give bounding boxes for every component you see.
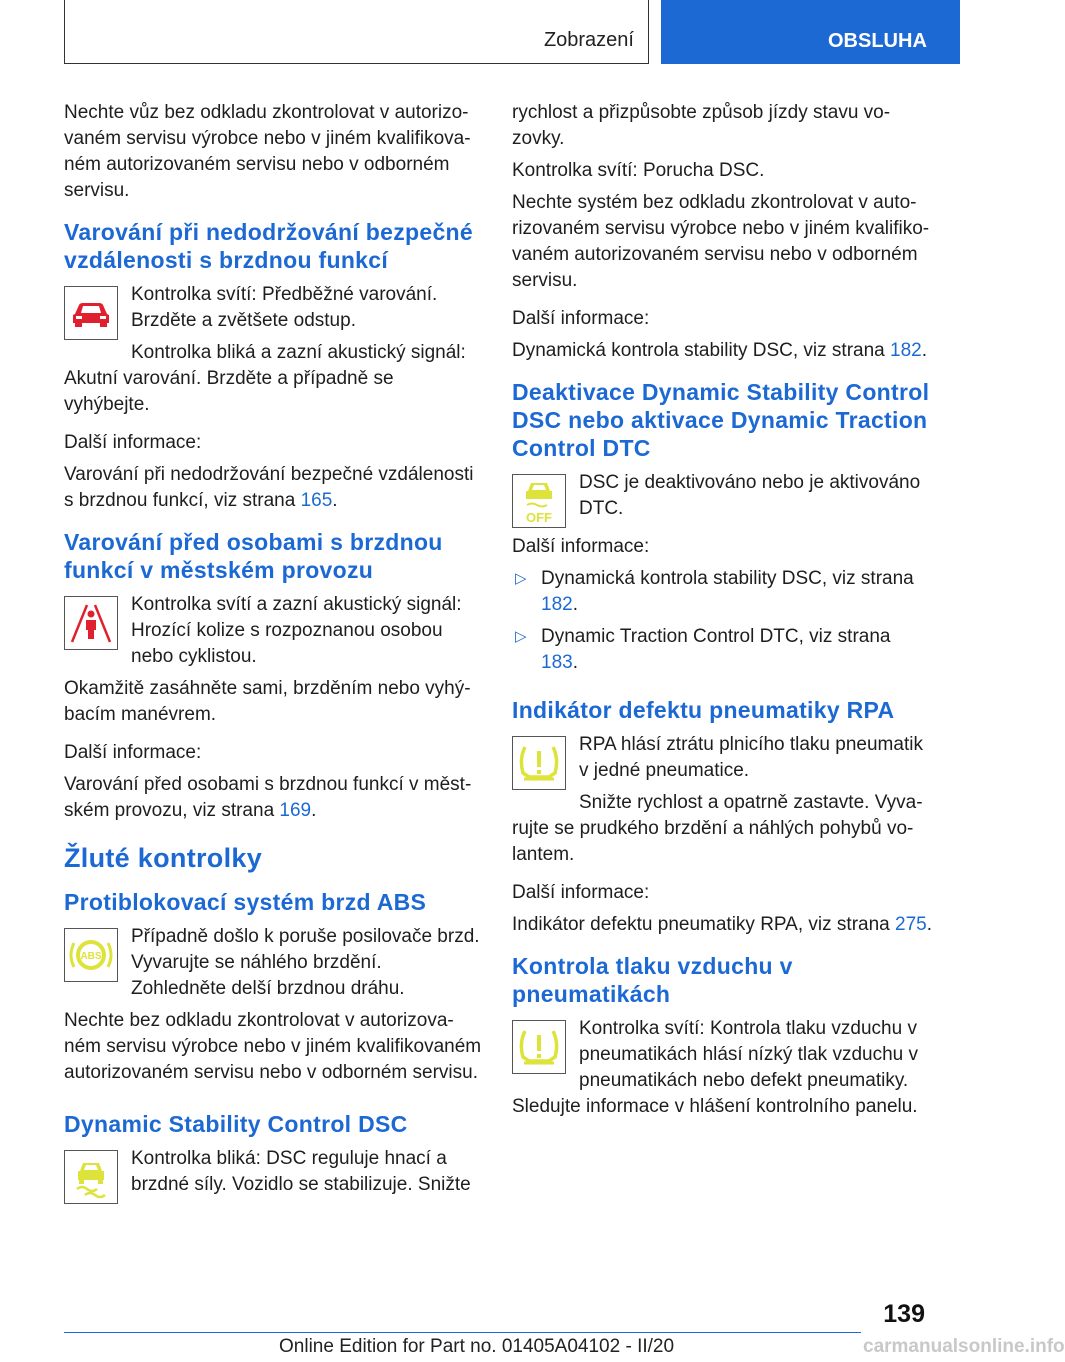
intro-paragraph: Nechte vůz bez odkladu zkontrolovat v autorizovaném servisu výrobce nebo v jiném kvalifikovaném autorizovaném servisu nebo v odborném servisu. [64, 102, 471, 201]
watermark: carmanualsonline.info [863, 1336, 1065, 1357]
tire-pressure-icon [512, 1020, 566, 1074]
deactivation-text: DSC je deaktivováno nebo je aktivováno DTC. [579, 472, 921, 519]
rpa-text-2: Snižte rychlost a opatrně zastavte. Vyvarujte se prudkého brzdění a náhlých pohybů volantem. [512, 792, 923, 865]
fcw-text-1: Kontrolka svítí: Předběžné varování. Brzděte a zvětšete odstup. [131, 284, 438, 331]
abs-text-2: Nechte bez odkladu zkontrolovat v autorizovaném servisu výrobce nebo v jiném kvalifikovaném autorizovaném servisu nebo v odborném servisu. [64, 1010, 482, 1083]
deactivation-link-2[interactable]: 183 [541, 652, 573, 673]
deactivation-more-label: Další informace: [512, 536, 650, 557]
dsc-page-link[interactable]: 182 [890, 340, 922, 361]
heading-abs: Protiblokovací systém brzd ABS [64, 889, 427, 915]
pedestrian-text-1: Kontrolka svítí a zazní akustický signál: Hrozící kolize s rozpoznanou osobou nebo cyklistou. [131, 594, 462, 667]
footer-divider [64, 1332, 861, 1333]
dsc-icon [64, 1150, 118, 1204]
header-chapter-tab: OBSLUHA [661, 0, 960, 64]
fcw-block [64, 282, 482, 418]
svg-text:ABS: ABS [80, 951, 102, 962]
list-item: ▷ Dynamic Traction Control DTC, viz strana 183. [515, 626, 891, 673]
pedestrian-warning-icon [64, 596, 118, 650]
list-item: ▷ Dynamická kontrola stability DSC, viz strana 182. [515, 568, 914, 615]
pedestrian-page-link[interactable]: 169 [279, 800, 312, 821]
dsc-service: Nechte systém bez odkladu zkontrolovat v autorizovaném servisu výrobce nebo v jiném kvalifikovaném autorizovaném servisu nebo v odborném servisu. [512, 192, 930, 291]
heading-fcw: Varování při nedodržování bezpečné vzdálenosti s brzdnou funkcí [64, 219, 473, 273]
dsc-reference: Dynamická kontrola stability DSC, viz strana 182. [512, 340, 927, 361]
rpa-block [512, 732, 932, 868]
dsc-text-1: Kontrolka bliká: DSC reguluje hnací a brzdné síly. Vozidlo se stabilizuje. Snižte [131, 1148, 471, 1195]
pedestrian-more-label: Další informace: [64, 742, 202, 763]
car-warning-icon [64, 286, 118, 340]
dsc-fault: Kontrolka svítí: Porucha DSC. [512, 160, 765, 181]
left-column [64, 100, 482, 1208]
pedestrian-reference: Varování před osobami s brzdnou funkcí v městském provozu, viz strana 169. [64, 774, 472, 821]
tire-warning-icon [512, 736, 566, 790]
abs-text-1: Případně došlo k poruše posilovače brzd. Vyvarujte se náhlého brzdění. Zohledněte delší brzdnou dráhu. [131, 926, 480, 999]
tpm-block [512, 1016, 932, 1120]
dsc-block [64, 1146, 482, 1198]
abs-block [64, 924, 482, 1002]
fcw-text-2: Kontrolka bliká a zazní akustický signál: Akutní varování. Brzděte a případně se vyhýbejte. [64, 342, 466, 415]
rpa-reference: Indikátor defektu pneumatiky RPA, viz strana 275. [512, 914, 932, 935]
bullet-triangle-icon: ▷ [515, 628, 527, 645]
rpa-text-1: RPA hlásí ztrátu plnicího tlaku pneumatik v jedné pneumatice. [579, 734, 923, 781]
right-column [512, 100, 932, 1126]
rpa-page-link[interactable]: 275 [895, 914, 927, 935]
heading-yellow-lights: Žluté kontrolky [64, 843, 263, 873]
deactivation-block [512, 470, 932, 525]
dsc-more-label: Další informace: [512, 308, 650, 329]
edition-text: Online Edition for Part no. 01405A04102 - II/20 [279, 1336, 675, 1357]
abs-icon [64, 928, 118, 982]
heading-rpa: Indikátor defektu pneumatiky RPA [512, 697, 895, 723]
heading-dsc: Dynamic Stability Control DSC [64, 1111, 408, 1137]
heading-deactivation: Deaktivace Dynamic Stability Control DSC nebo aktivace Dynamic Traction Control DTC [512, 379, 930, 461]
header-section-tab [64, 0, 649, 64]
tpm-text-1: Kontrolka svítí: Kontrola tlaku vzduchu v pneumatikách hlásí nízký tlak vzduchu v pneumatikách nebo defekt pneumatiky. Sledujte informace v hlášení kontrolního panelu. [512, 1018, 919, 1117]
deactivation-link-1[interactable]: 182 [541, 594, 573, 615]
heading-pedestrian: Varování před osobami s brzdnou funkcí v městském provozu [64, 529, 443, 583]
pedestrian-block [64, 592, 482, 670]
bullet-triangle-icon: ▷ [515, 570, 527, 587]
dsc-off-icon-label: OFF [526, 510, 552, 525]
fcw-more-label: Další informace: [64, 432, 202, 453]
heading-tpm: Kontrola tlaku vzduchu v pneumatikách [512, 953, 793, 1007]
page-number: 139 [883, 1300, 925, 1328]
dsc-continuation: rychlost a přizpůsobte způsob jízdy stavu vozovky. [512, 102, 891, 149]
pedestrian-text-2: Okamžitě zasáhněte sami, brzděním nebo vyhýbacím manévrem. [64, 678, 471, 725]
fcw-page-link[interactable]: 165 [300, 490, 333, 511]
header-section-title: Zobrazení [543, 29, 634, 51]
dsc-off-icon [512, 474, 566, 528]
rpa-more-label: Další informace: [512, 882, 650, 903]
fcw-reference: Varování při nedodržování bezpečné vzdálenosti s brzdnou funkcí, viz strana 165. [64, 464, 474, 511]
